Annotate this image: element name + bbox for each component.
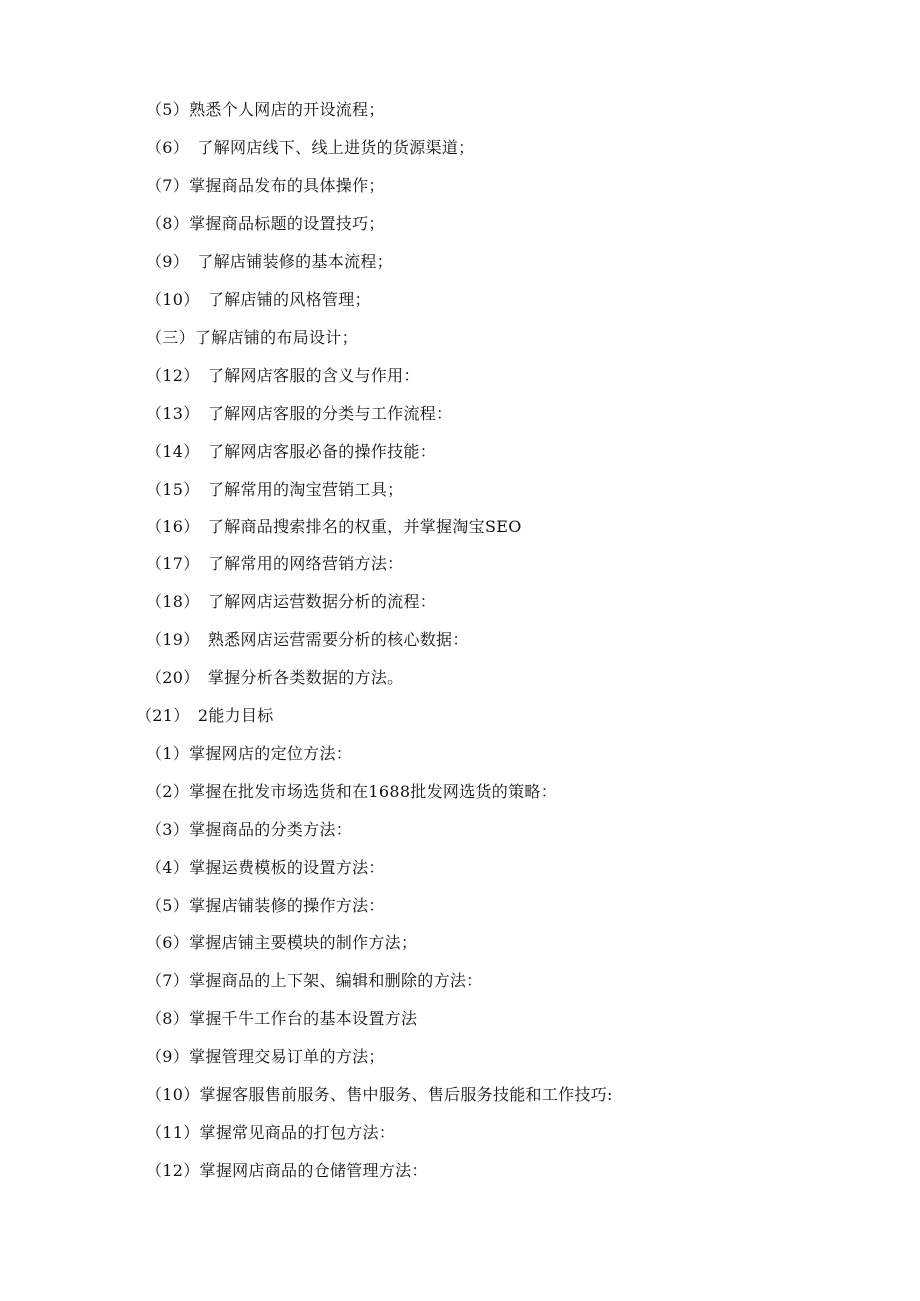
ability-item-9: （9）掌握管理交易订单的方法； <box>146 1047 385 1066</box>
ability-item-5: （5）掌握店铺装修的操作方法： <box>146 896 385 915</box>
list-item-14: （14） 了解网店客服必备的操作技能： <box>146 442 437 461</box>
list-item-11: （三）了解店铺的布局设计； <box>146 328 358 347</box>
list-item-5: （5）熟悉个人网店的开设流程； <box>146 100 385 119</box>
ability-item-4: （4）掌握运费模板的设置方法： <box>146 858 385 877</box>
list-item-8: （8）掌握商品标题的设置技巧； <box>146 214 385 233</box>
ability-item-10: （10）掌握客服售前服务、售中服务、售后服务技能和工作技巧: <box>146 1085 613 1104</box>
list-item-13: （13） 了解网店客服的分类与工作流程： <box>146 404 453 423</box>
ability-item-12: （12）掌握网店商品的仓储管理方法： <box>146 1161 428 1180</box>
list-item-6: （6） 了解网店线下、线上进货的货源渠道； <box>146 138 475 157</box>
list-item-17: （17） 了解常用的网络营销方法： <box>146 554 404 573</box>
list-item-16: （16） 了解商品搜索排名的权重，并掌握淘宝SEO <box>146 517 522 536</box>
list-item-10: （10） 了解店铺的风格管理； <box>146 290 371 309</box>
list-item-7: （7）掌握商品发布的具体操作； <box>146 176 385 195</box>
section-heading-ability-goals: （21） 2能力目标 <box>136 706 274 725</box>
ability-item-11: （11）掌握常见商品的打包方法： <box>146 1123 396 1142</box>
list-item-20: （20） 掌握分析各类数据的方法。 <box>146 668 404 687</box>
ability-item-8: （8）掌握千牛工作台的基本设置方法 <box>146 1009 418 1028</box>
ability-item-7: （7）掌握商品的上下架、编辑和删除的方法： <box>146 971 483 990</box>
list-item-12: （12） 了解网店客服的含义与作用： <box>146 366 420 385</box>
list-item-15: （15） 了解常用的淘宝营销工具； <box>146 480 404 499</box>
ability-item-2: （2）掌握在批发市场选货和在1688批发网选货的策略： <box>146 782 557 801</box>
ability-item-3: （3）掌握商品的分类方法： <box>146 820 353 839</box>
ability-item-6: （6）掌握店铺主要模块的制作方法； <box>146 933 418 952</box>
list-item-19: （19） 熟悉网店运营需要分析的核心数据： <box>146 630 469 649</box>
ability-item-1: （1）掌握网店的定位方法： <box>146 744 353 763</box>
list-item-9: （9） 了解店铺装修的基本流程； <box>146 252 393 271</box>
list-item-18: （18） 了解网店运营数据分析的流程： <box>146 592 437 611</box>
